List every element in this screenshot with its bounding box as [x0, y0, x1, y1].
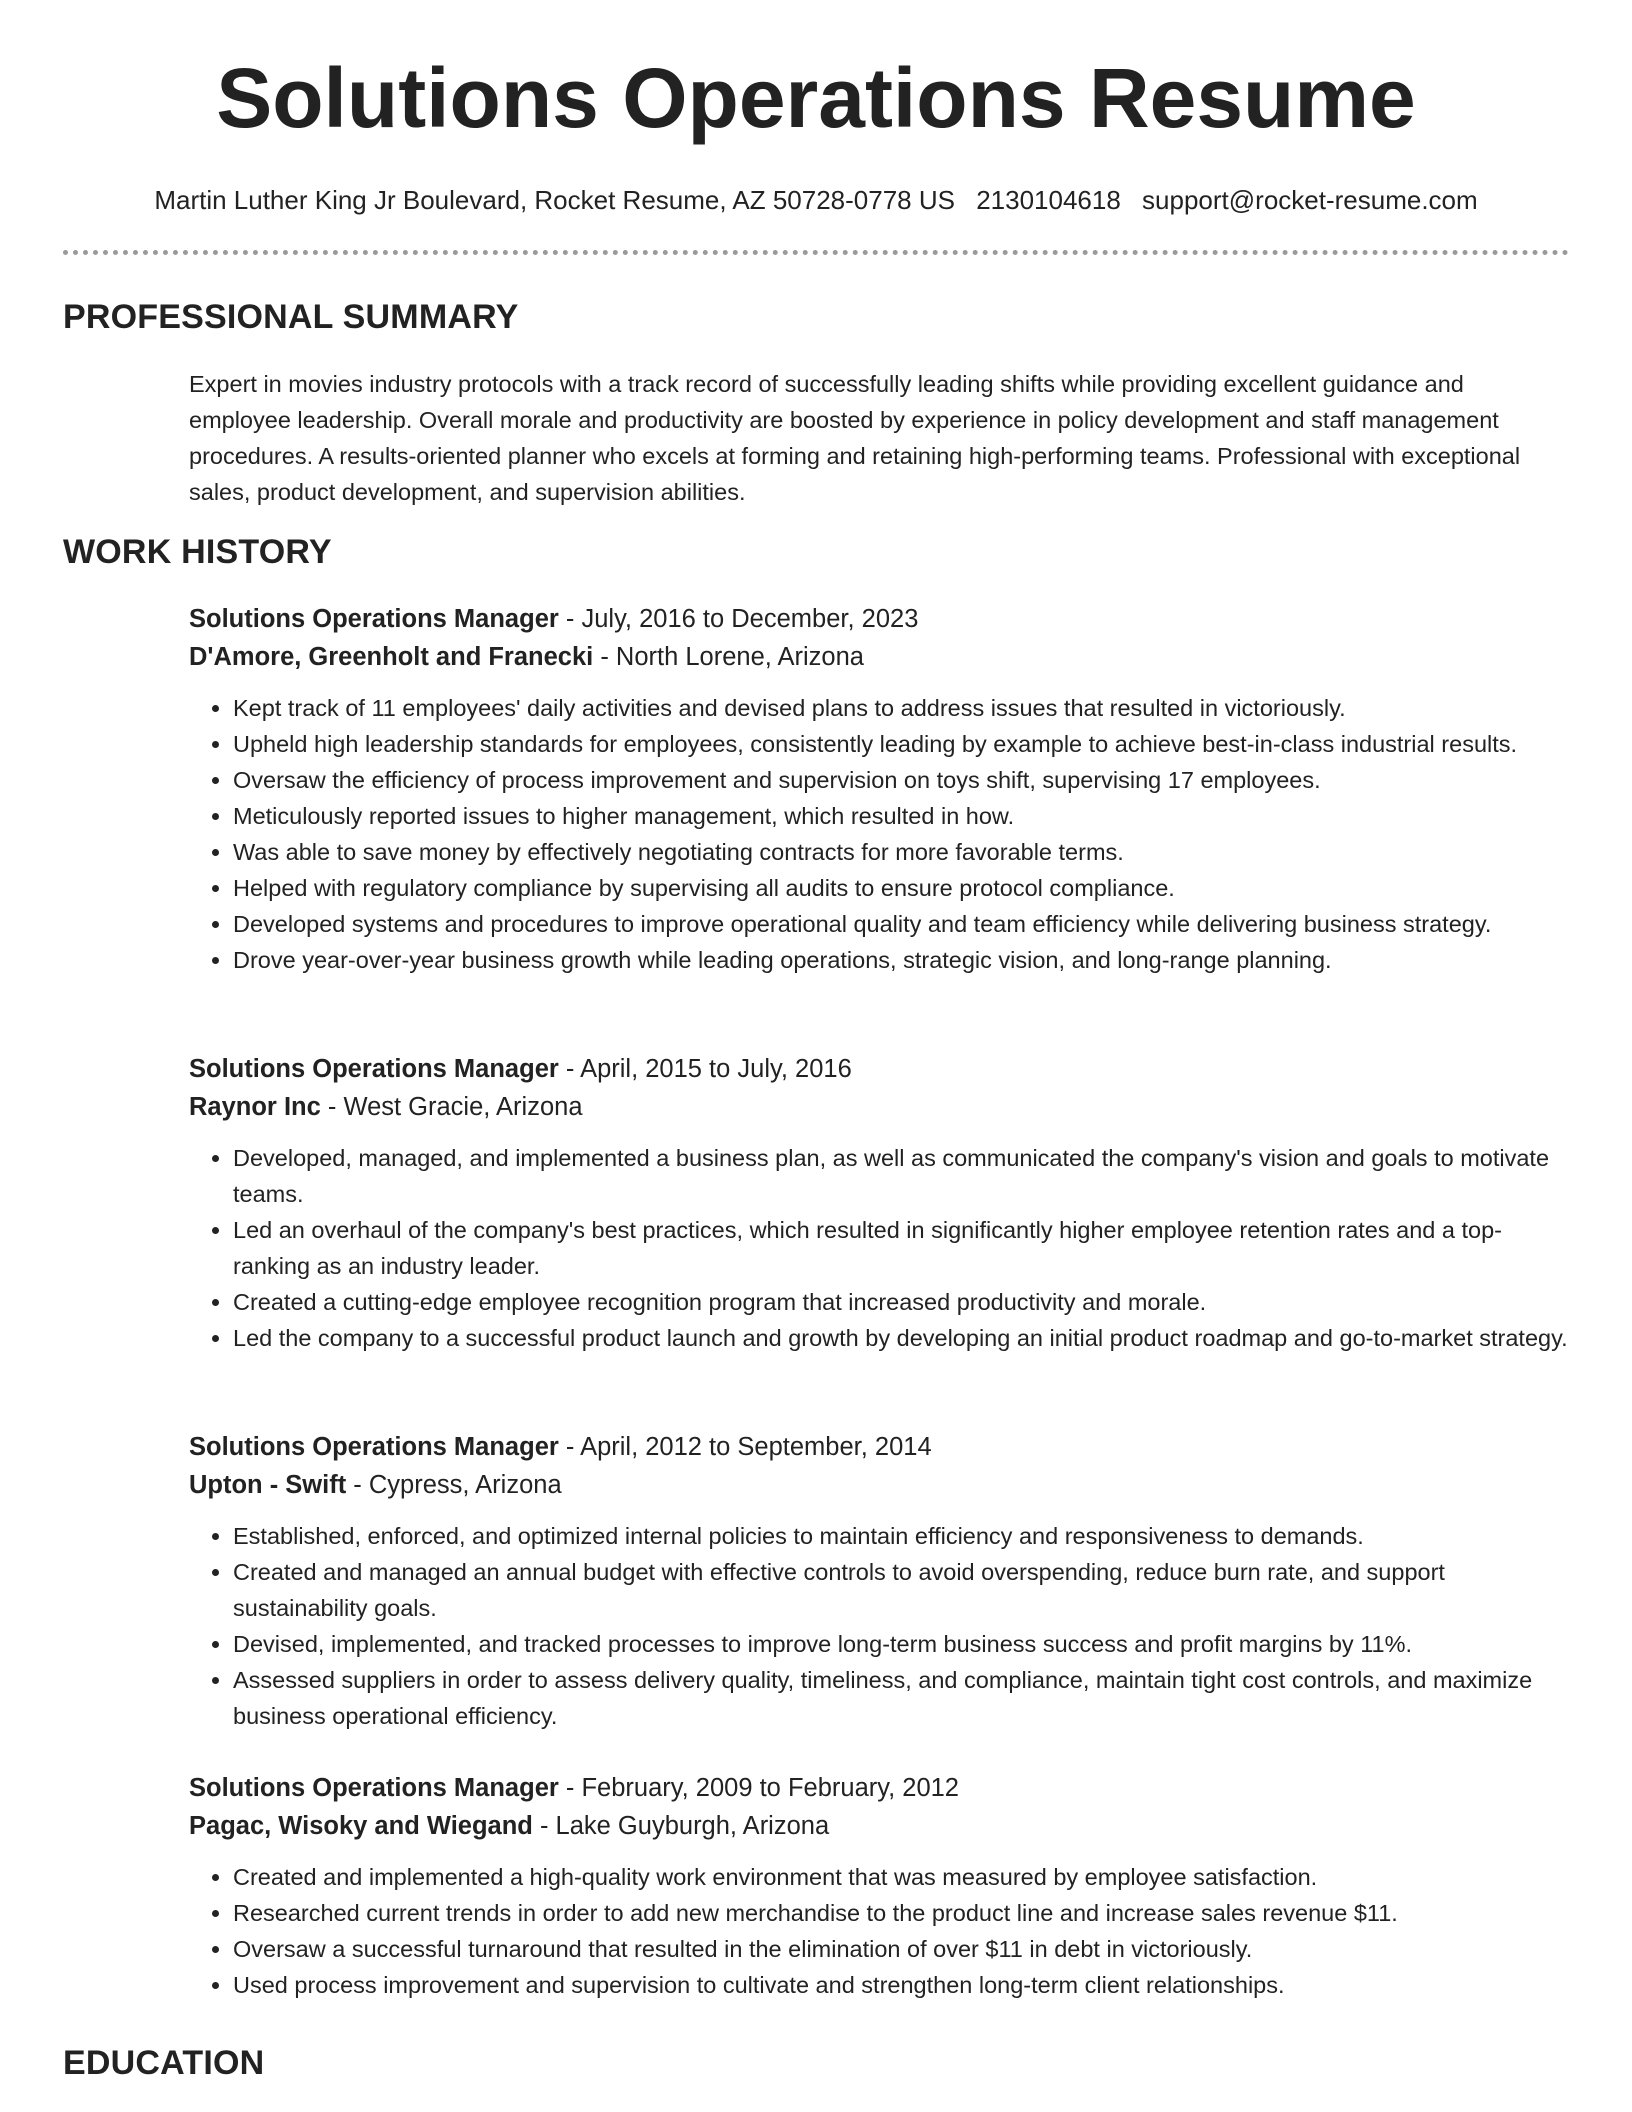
- job-title-line: [189, 1769, 1579, 1807]
- job-bullet: • Developed systems and procedures to improve operational quality and team efficiency while delivering business strategy.: [233, 906, 1579, 942]
- contact-line: [0, 182, 1632, 218]
- job-bullet: • Devised, implemented, and tracked processes to improve long-term business success and profit margins by 11%.: [233, 1626, 1579, 1662]
- summary-text: Expert in movies industry protocols with a track record of successfully leading shifts while providing excellent guidance and employee leadership. Overall morale and productivity are boosted by experience in policy development and staff management procedures. A results-oriented planner who excels at forming and retaining high-performing teams. Professional with exceptional sales, product development, and supervision abilities.: [189, 371, 1521, 505]
- job-entry: [189, 1428, 1579, 1734]
- job-company: Upton - Swift: [189, 1471, 347, 1499]
- job-dates: - April, 2012 to September, 2014: [558, 1433, 932, 1461]
- job-bullet: • Created and managed an annual budget with effective controls to avoid overspending, reduce burn rate, and support sustainability goals.: [233, 1554, 1579, 1626]
- job-entry: [189, 600, 1579, 978]
- job-bullet: • Led the company to a successful product launch and growth by developing an initial product roadmap and go-to-market strategy.: [233, 1320, 1579, 1356]
- job-company-line: [189, 1807, 1579, 1845]
- job-company: D'Amore, Greenholt and Franecki: [189, 643, 594, 671]
- job-title-line: [189, 1428, 1579, 1466]
- education-heading: EDUCATION: [63, 2044, 265, 2082]
- job-title-line: [189, 1050, 1579, 1088]
- job-title: Solutions Operations Manager: [189, 1774, 559, 1802]
- job-bullets: [189, 1859, 1579, 2003]
- job-company: Pagac, Wisoky and Wiegand: [189, 1812, 533, 1840]
- job-bullet: • Drove year-over-year business growth while leading operations, strategic vision, and long-range planning.: [233, 942, 1579, 978]
- job-bullet: • Researched current trends in order to add new merchandise to the product line and increase sales revenue $11.: [233, 1895, 1579, 1931]
- contact-phone: 2130104618: [976, 185, 1121, 215]
- job-location: - North Lorene, Arizona: [593, 643, 864, 671]
- job-dates: - July, 2016 to December, 2023: [558, 605, 919, 633]
- job-bullet: • Kept track of 11 employees' daily activities and devised plans to address issues that resulted in victoriously.: [233, 690, 1579, 726]
- job-bullet: • Upheld high leadership standards for employees, consistently leading by example to achieve best-in-class industrial results.: [233, 726, 1579, 762]
- job-location: - Lake Guyburgh, Arizona: [532, 1812, 830, 1840]
- job-company-line: [189, 1466, 1579, 1504]
- job-entry: [189, 1769, 1579, 2003]
- header-divider: [63, 250, 1569, 255]
- job-bullets: [189, 1518, 1579, 1734]
- job-entry: [189, 1050, 1579, 1356]
- job-bullet: • Created and implemented a high-quality work environment that was measured by employee satisfaction.: [233, 1859, 1579, 1895]
- summary-heading: PROFESSIONAL SUMMARY: [63, 298, 519, 336]
- contact-address: Martin Luther King Jr Boulevard, Rocket Resume, AZ 50728-0778 US: [154, 185, 955, 215]
- job-bullet: • Led an overhaul of the company's best practices, which resulted in significantly higher employee retention rates and a top-ranking as an industry leader.: [233, 1212, 1579, 1284]
- job-bullets: [189, 1140, 1579, 1356]
- job-bullet: • Established, enforced, and optimized internal policies to maintain efficiency and responsiveness to demands.: [233, 1518, 1579, 1554]
- job-company-line: [189, 638, 1579, 676]
- job-company: Raynor Inc: [189, 1093, 321, 1121]
- job-dates: - February, 2009 to February, 2012: [558, 1774, 959, 1802]
- job-title-line: [189, 600, 1579, 638]
- job-bullet: • Oversaw a successful turnaround that resulted in the elimination of over $11 in debt in victoriously.: [233, 1931, 1579, 1967]
- job-location: - Cypress, Arizona: [346, 1471, 562, 1499]
- job-title: Solutions Operations Manager: [189, 1055, 559, 1083]
- job-bullet: • Developed, managed, and implemented a business plan, as well as communicated the company's vision and goals to motivate teams.: [233, 1140, 1579, 1212]
- job-location: - West Gracie, Arizona: [320, 1093, 583, 1121]
- job-title: Solutions Operations Manager: [189, 1433, 559, 1461]
- job-bullet: • Assessed suppliers in order to assess delivery quality, timeliness, and compliance, maintain tight cost controls, and maximize business operational efficiency.: [233, 1662, 1579, 1734]
- job-bullet: • Used process improvement and supervision to cultivate and strengthen long-term client relationships.: [233, 1967, 1579, 2003]
- work-history-heading: WORK HISTORY: [63, 533, 332, 571]
- resume-title: Solutions Operations Resume: [216, 51, 1416, 145]
- job-company-line: [189, 1088, 1579, 1126]
- job-bullet: • Was able to save money by effectively negotiating contracts for more favorable terms.: [233, 834, 1579, 870]
- job-bullet: • Created a cutting-edge employee recognition program that increased productivity and morale.: [233, 1284, 1579, 1320]
- job-bullets: [189, 690, 1579, 978]
- job-bullet: • Oversaw the efficiency of process improvement and supervision on toys shift, supervising 17 employees.: [233, 762, 1579, 798]
- job-title: Solutions Operations Manager: [189, 605, 559, 633]
- job-bullet: • Meticulously reported issues to higher management, which resulted in how.: [233, 798, 1579, 834]
- job-dates: - April, 2015 to July, 2016: [558, 1055, 852, 1083]
- job-bullet: • Helped with regulatory compliance by supervising all audits to ensure protocol compliance.: [233, 870, 1579, 906]
- contact-email: support@rocket-resume.com: [1142, 185, 1478, 215]
